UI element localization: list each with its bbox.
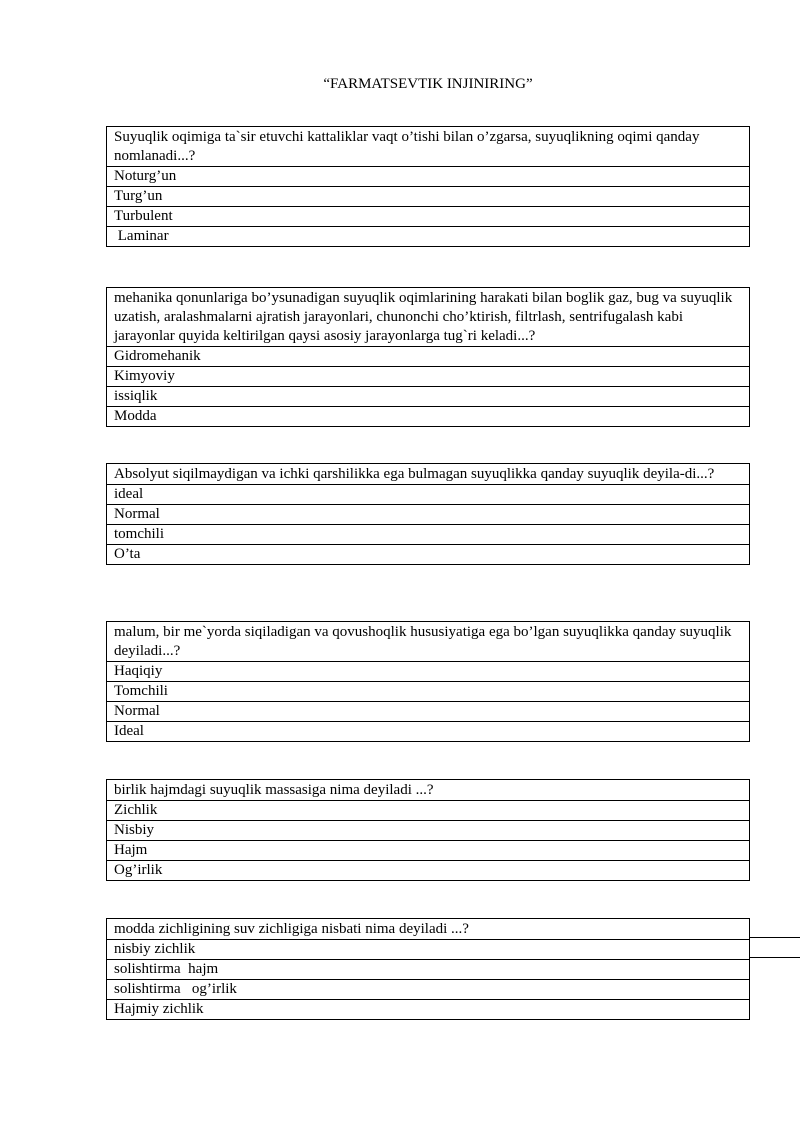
question-table-5 (106, 779, 750, 881)
option-text: issiqlik (107, 387, 750, 407)
option-row (107, 407, 750, 427)
option-row (107, 722, 750, 742)
option-text: O’ta (107, 545, 750, 565)
option-row (107, 187, 750, 207)
option-row (107, 1000, 750, 1020)
option-text: Noturg’un (107, 167, 750, 187)
option-text: Turbulent (107, 207, 750, 227)
question-text: malum, bir me`yorda siqiladigan va qovushoqlik hususiyatiga ega bo’lgan suyuqlikka qanday suyuqlik deyiladi...? (107, 622, 750, 662)
option-text: solishtirma og’irlik (107, 980, 750, 1000)
option-text: Kimyoviy (107, 367, 750, 387)
question-text: Absolyut siqilmaydigan va ichki qarshilikka ega bulmagan suyuqlikka qanday suyuqlik deyila-di...? (107, 464, 750, 485)
question-text: modda zichligining suv zichligiga nisbati nima deyiladi ...? (107, 919, 750, 940)
option-row (107, 485, 750, 505)
option-text: Hajm (107, 841, 750, 861)
option-row (107, 801, 750, 821)
option-row (107, 347, 750, 367)
option-text: Haqiqiy (107, 662, 750, 682)
question-row (107, 780, 750, 801)
option-row (107, 662, 750, 682)
question-table-4 (106, 621, 750, 742)
question-table-3 (106, 463, 750, 565)
document-title: “FARMATSEVTIK INJINIRING” (323, 76, 533, 92)
option-row (107, 387, 750, 407)
option-text: Normal (107, 702, 750, 722)
option-text: Zichlik (107, 801, 750, 821)
option-row (107, 960, 750, 980)
option-row (107, 702, 750, 722)
option-row (107, 367, 750, 387)
option-text: Laminar (107, 227, 750, 247)
option-row (107, 841, 750, 861)
option-text: Hajmiy zichlik (107, 1000, 750, 1020)
option-row (107, 227, 750, 247)
option-row (107, 505, 750, 525)
table-border-stub (750, 937, 800, 958)
option-text: ideal (107, 485, 750, 505)
question-table-1 (106, 126, 750, 247)
option-text: Turg’un (107, 187, 750, 207)
question-text: Suyuqlik oqimiga ta`sir etuvchi kattaliklar vaqt o’tishi bilan o’zgarsa, suyuqlikning oqimi qanday nomlanadi...? (107, 127, 750, 167)
option-row (107, 821, 750, 841)
option-text: Og’irlik (107, 861, 750, 881)
option-text: Normal (107, 505, 750, 525)
question-row (107, 127, 750, 167)
option-text: Nisbiy (107, 821, 750, 841)
option-text: Ideal (107, 722, 750, 742)
question-row (107, 622, 750, 662)
question-text: mehanika qonunlariga bo’ysunadigan suyuqlik oqimlarining harakati bilan boglik gaz, bug va suyuqlik uzatish, aralashmalarni ajratish jarayonlari, chunonchi cho’ktirish, filtrlash, sentrifugalash kabi jarayonlar quyida keltirilgan qaysi asosiy jarayonlarga tug`ri keladi...? (107, 288, 750, 347)
option-row (107, 545, 750, 565)
question-row (107, 919, 750, 940)
option-row (107, 207, 750, 227)
option-row (107, 167, 750, 187)
option-text: solishtirma hajm (107, 960, 750, 980)
option-text: nisbiy zichlik (107, 940, 750, 960)
option-text: Modda (107, 407, 750, 427)
question-row (107, 464, 750, 485)
option-row (107, 525, 750, 545)
option-text: Tomchili (107, 682, 750, 702)
question-table-2 (106, 287, 750, 427)
question-row (107, 288, 750, 347)
option-text: Gidromehanik (107, 347, 750, 367)
option-row (107, 940, 750, 960)
question-table-6 (106, 918, 750, 1020)
option-text: tomchili (107, 525, 750, 545)
option-row (107, 861, 750, 881)
option-row (107, 980, 750, 1000)
question-text: birlik hajmdagi suyuqlik massasiga nima deyiladi ...? (107, 780, 750, 801)
option-row (107, 682, 750, 702)
